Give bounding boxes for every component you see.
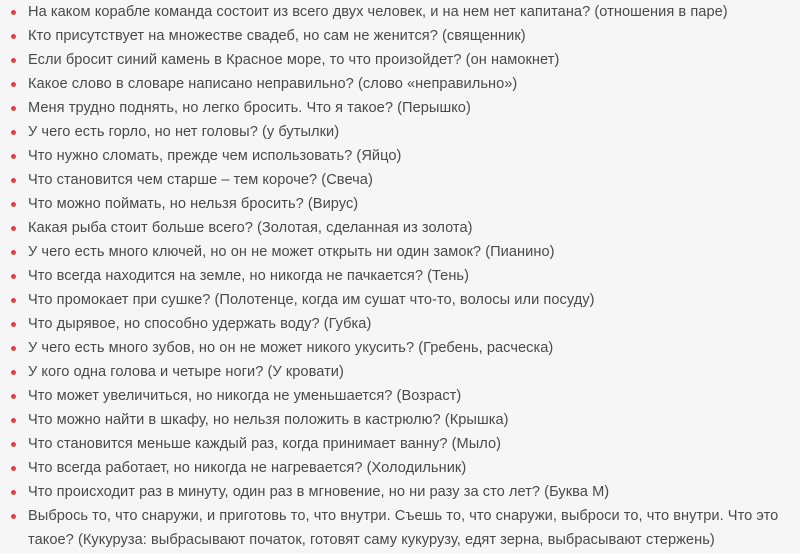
- riddle-text: Что нужно сломать, прежде чем использовать? (Яйцо): [28, 148, 402, 164]
- riddle-text: Что промокает при сушке? (Полотенце, когда им сушат что-то, волосы или посуду): [28, 292, 595, 308]
- list-item: [0, 120, 800, 144]
- bullet-icon: [11, 226, 16, 231]
- riddle-text: У чего есть горло, но нет головы? (у бутылки): [28, 124, 340, 140]
- riddle-text: У чего есть много зубов, но он не может никого укусить? (Гребень, расческа): [28, 340, 554, 356]
- riddle-text: На каком корабле команда состоит из всего двух человек, и на нем нет капитана? (отношения в паре): [28, 4, 728, 20]
- bullet-icon: [11, 154, 16, 159]
- bullet-icon: [11, 394, 16, 399]
- bullet-icon: [11, 466, 16, 471]
- list-item: [0, 360, 800, 384]
- list-item: [0, 264, 800, 288]
- list-item: [0, 24, 800, 48]
- bullet-icon: [11, 370, 16, 375]
- riddle-text: Какое слово в словаре написано неправильно? (слово «неправильно»): [28, 76, 518, 92]
- list-item: [0, 0, 800, 24]
- bullet-icon: [11, 490, 16, 495]
- list-item: [0, 408, 800, 432]
- list-item: [0, 240, 800, 264]
- riddle-text: Что можно найти в шкафу, но нельзя положить в кастрюлю? (Крышка): [28, 412, 509, 428]
- riddle-text: У чего есть много ключей, но он не может открыть ни один замок? (Пианино): [28, 244, 555, 260]
- list-item: [0, 48, 800, 72]
- list-item: [0, 96, 800, 120]
- bullet-icon: [11, 274, 16, 279]
- bullet-icon: [11, 34, 16, 39]
- list-item: [0, 72, 800, 96]
- riddle-text: Что всегда работает, но никогда не нагревается? (Холодильник): [28, 460, 467, 476]
- list-item: [0, 432, 800, 456]
- list-item: [0, 456, 800, 480]
- bullet-icon: [11, 298, 16, 303]
- list-item: [0, 288, 800, 312]
- bullet-icon: [11, 130, 16, 135]
- bullet-icon: [11, 202, 16, 207]
- list-item: [0, 384, 800, 408]
- list-item: [0, 192, 800, 216]
- riddle-text: Что становится меньше каждый раз, когда принимает ванну? (Мыло): [28, 436, 502, 452]
- list-item: [0, 336, 800, 360]
- bullet-icon: [11, 322, 16, 327]
- bullet-icon: [11, 514, 16, 519]
- bullet-icon: [11, 418, 16, 423]
- riddle-text: Что может увеличиться, но никогда не уменьшается? (Возраст): [28, 388, 462, 404]
- riddle-text: Что происходит раз в минуту, один раз в мгновение, но ни разу за сто лет? (Буква М): [28, 484, 610, 500]
- list-item: [0, 216, 800, 240]
- bullet-icon: [11, 178, 16, 183]
- riddle-text: Если бросит синий камень в Красное море, то что произойдет? (он намокнет): [28, 52, 560, 68]
- riddle-text: Что дырявое, но способно удержать воду? (Губка): [28, 316, 372, 332]
- list-item: [0, 480, 800, 504]
- riddle-text: Какая рыба стоит больше всего? (Золотая, сделанная из золота): [28, 220, 473, 236]
- list-item: [0, 312, 800, 336]
- riddle-text: У кого одна голова и четыре ноги? (У кровати): [28, 364, 344, 380]
- list-item: [0, 168, 800, 192]
- riddle-text: Меня трудно поднять, но легко бросить. Что я такое? (Перышко): [28, 100, 471, 116]
- riddle-text: Выбрось то, что снаружи, и приготовь то, что внутри. Съешь то, что снаружи, выброси то, что внутри. Что это такое? (Кукуруза: выбрасывают початок, готовят саму кукурузу, едят зерна, выбрасывают стержень): [28, 508, 779, 548]
- riddle-text: Что можно поймать, но нельзя бросить? (Вирус): [28, 196, 359, 212]
- riddle-text: Что становится чем старше – тем короче? (Свеча): [28, 172, 373, 188]
- bullet-icon: [11, 442, 16, 447]
- bullet-icon: [11, 82, 16, 87]
- bullet-icon: [11, 106, 16, 111]
- list-item: [0, 504, 800, 552]
- riddle-text: Кто присутствует на множестве свадеб, но сам не женится? (священник): [28, 28, 526, 44]
- list-item: [0, 144, 800, 168]
- bullet-icon: [11, 346, 16, 351]
- riddle-text: Что всегда находится на земле, но никогда не пачкается? (Тень): [28, 268, 469, 284]
- bullet-icon: [11, 10, 16, 15]
- bullet-icon: [11, 58, 16, 63]
- bullet-icon: [11, 250, 16, 255]
